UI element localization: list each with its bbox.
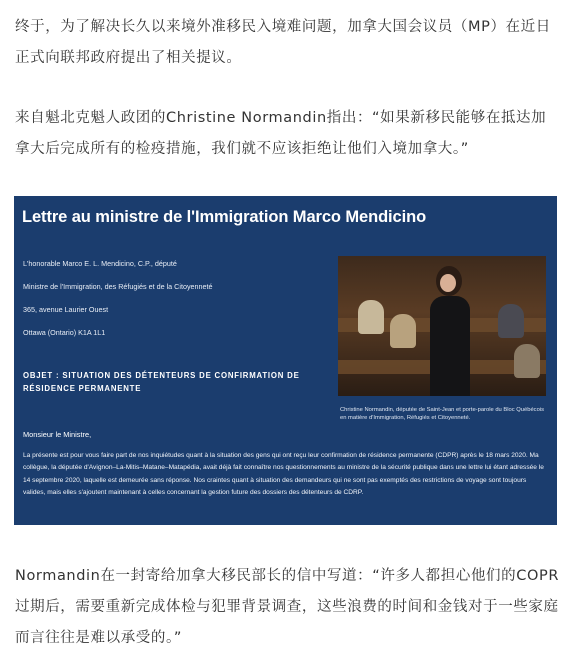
article-paragraph-2: 来自魁北克魁人政团的Christine Normandin指出：“如果新移民能够在抵达加拿大后完成所有的检疫措施，我们就不应该拒绝让他们入境加拿大。” — [15, 110, 547, 157]
photo-seated-member — [514, 344, 540, 378]
address-line-4: Ottawa (Ontario) K1A 1L1 — [23, 328, 106, 337]
photo-seated-member — [390, 314, 416, 348]
photo-speaker — [426, 266, 474, 396]
address-line-3: 365, avenue Laurier Ouest — [23, 305, 109, 314]
letter-image — [14, 196, 557, 525]
letter-subject: OBJET : SITUATION DES DÉTENTEURS DE CONFIRMATION DE RÉSIDENCE PERMANENTE — [23, 371, 300, 393]
article-paragraph-1: 终于，为了解决长久以来境外准移民入境难问题，加拿大国会议员（MP）在近日正式向联邦政府提出了相关提议。 — [15, 19, 551, 66]
letter-salutation: Monsieur le Ministre, — [23, 430, 92, 439]
photo-seated-member — [358, 300, 384, 334]
article-paragraph-3: Normandin在一封寄给加拿大移民部长的信中写道：“许多人都担心他们的COPR过期后，需要重新完成体检与犯罪背景调查，这些浪费的时间和金钱对于一些家庭而言往往是难以承受的。” — [15, 568, 560, 646]
photo-speaker-face — [440, 274, 456, 292]
letter-body-text: La présente est pour vous faire part de nos inquiétudes quant à la situation des gens qui ont reçu leur confirmation de résidence permanente (CDPR) après le 18 mars 2020. Ma collègue, la députée d'Avignon–La-Mitis–Matane–Matapédia, avait déjà fait connaître nos questionnements au ministre de la sécurité publique dans une lettre lui étant adressée le 14 septembre 2020, laquelle est demeurée sans réponse. Nos craintes quant à situation des demandeurs qui ne sont pas exemptés des restrictions de voyage sont toujours valides, mais elles s'ajoutent maintenant à celles concernant la gestion future des dossiers des détenteurs de CDRP. — [23, 452, 544, 496]
photo-seated-member — [498, 304, 524, 338]
photo-speaker-body — [430, 296, 470, 396]
parliament-photo — [338, 256, 546, 396]
photo-caption: Christine Normandin, députée de Saint-Jean et porte-parole du Bloc Québécois en matière d'Immigration, Réfugiés et Citoyenneté. — [340, 407, 544, 421]
letter-title: Lettre au ministre de l'Immigration Marco Mendicino — [22, 208, 427, 226]
address-line-2: Ministre de l'Immigration, des Réfugiés et de la Citoyenneté — [23, 282, 213, 291]
address-line-1: L'honorable Marco E. L. Mendicino, C.P., député — [23, 259, 177, 268]
